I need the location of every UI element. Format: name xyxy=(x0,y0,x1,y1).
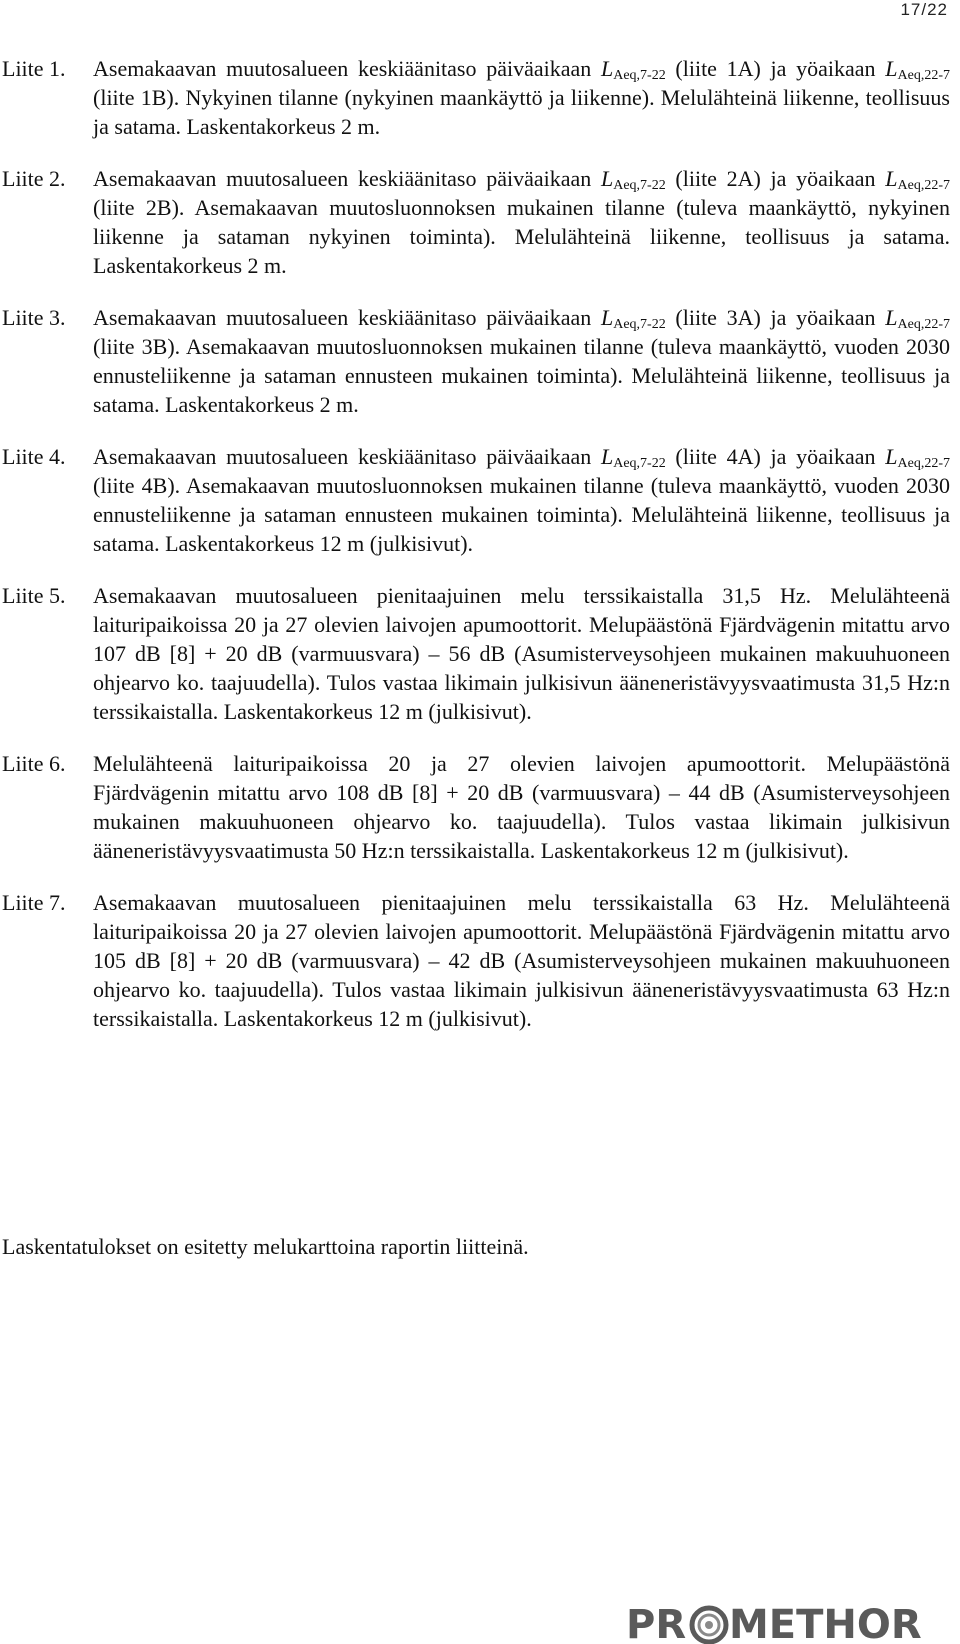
appendix-text: Asemakaavan muutosalueen keskiäänitaso päiväaikaan $L_{Aeq,7-22}$ (liite 3A) ja yöaikaan $L_{Aeq,22-7}$ (liite 3B). Asemakaavan muutosluonnoksen mukainen tilanne (tuleva maankäyttö, vuoden 2030 ennusteliikenne ja sataman ennusteen mukainen toiminta). Melulähteinä liikenne, teollisuus ja satama. Laskentakorkeus 2 m. xyxy=(93,305,950,417)
appendix-2 xyxy=(0,164,960,280)
appendix-3 xyxy=(0,303,960,419)
logo-text-after: METHOR xyxy=(729,1602,922,1644)
page-number: 17/22 xyxy=(900,0,948,19)
appendix-text: Asemakaavan muutosalueen pienitaajuinen melu terssikaistalla 63 Hz. Melulähteenä laituripaikoissa 20 ja 27 olevien laivojen apumoottorit. Melupäästönä Fjärdvägenin mitattu arvo 105 dB [8] + 20 dB (varmuusvara) – 42 dB (Asumisterveysohjeen mukainen makuuhuoneen ohjearvo ko. taajuudella). Tulos vastaa likimain julkisivun ääneneristävyysvaatimusta 63 Hz:n terssikaistalla. Laskentakorkeus 12 m (julkisivut). xyxy=(93,890,950,1031)
appendix-label: Liite 5. xyxy=(2,583,66,608)
appendix-label: Liite 4. xyxy=(2,444,66,469)
closing-text: Laskentatulokset on esitetty melukarttoina raportin liitteinä. xyxy=(2,1234,529,1259)
appendix-5 xyxy=(0,581,960,726)
appendix-text: Asemakaavan muutosalueen keskiäänitaso päiväaikaan $L_{Aeq,7-22}$ (liite 2A) ja yöaikaan $L_{Aeq,22-7}$ (liite 2B). Asemakaavan muutosluonnoksen mukainen tilanne (tuleva maankäyttö, nykyinen liikenne ja sataman nykyinen toiminta). Melulähteinä liikenne, teollisuus ja satama. Laskentakorkeus 2 m. xyxy=(93,166,950,278)
appendix-label: Liite 2. xyxy=(2,166,66,191)
promethor-logo-mark xyxy=(626,1600,956,1644)
appendix-text: Melulähteenä laituripaikoissa 20 ja 27 olevien laivojen apumoottorit. Melupäästönä Fjärdvägenin mitattu arvo 108 dB [8] + 20 dB (varmuusvara) – 44 dB (Asumisterveysohjeen mukainen makuuhuoneen ohjearvo ko. taajuudella). Tulos vastaa likimain julkisivun ääneneristävyysvaatimusta 50 Hz:n terssikaistalla. Laskentakorkeus 12 m (julkisivut). xyxy=(93,751,950,863)
logo-signal-icon xyxy=(692,1608,726,1642)
appendix-text: Asemakaavan muutosalueen pienitaajuinen melu terssikaistalla 31,5 Hz. Melulähteenä laituripaikoissa 20 ja 27 olevien laivojen apumoottorit. Melupäästönä Fjärdvägenin mitattu arvo 107 dB [8] + 20 dB (varmuusvara) – 56 dB (Asumisterveysohjeen mukainen makuuhuoneen ohjearvo ko. taajuudella). Tulos vastaa likimain julkisivun ääneneristävyysvaatimusta 31,5 Hz:n terssikaistalla. Laskentakorkeus 12 m (julkisivut). xyxy=(93,583,950,724)
appendix-text: Asemakaavan muutosalueen keskiäänitaso päiväaikaan $L_{Aeq,7-22}$ (liite 4A) ja yöaikaan $L_{Aeq,22-7}$ (liite 4B). Asemakaavan muutosluonnoksen mukainen tilanne (tuleva maankäyttö, vuoden 2030 ennusteliikenne ja sataman ennusteen mukainen toiminta). Melulähteinä liikenne, teollisuus ja satama. Laskentakorkeus 12 m (julkisivut). xyxy=(93,444,950,556)
appendix-6 xyxy=(0,749,960,865)
appendix-1 xyxy=(0,54,960,141)
logo-text-before: PR xyxy=(626,1602,687,1644)
company-logo xyxy=(626,1600,956,1644)
appendix-label: Liite 7. xyxy=(2,890,66,915)
appendix-label: Liite 1. xyxy=(2,56,66,81)
appendix-text: Asemakaavan muutosalueen keskiäänitaso päiväaikaan $L_{Aeq,7-22}$ (liite 1A) ja yöaikaan $L_{Aeq,22-7}$ (liite 1B). Nykyinen tilanne (nykyinen maankäyttö ja liikenne). Melulähteinä liikenne, teollisuus ja satama. Laskentakorkeus 2 m. xyxy=(93,56,950,139)
appendix-list xyxy=(0,54,960,1056)
appendix-4 xyxy=(0,442,960,558)
appendix-label: Liite 6. xyxy=(2,751,66,776)
appendix-label: Liite 3. xyxy=(2,305,66,330)
appendix-7 xyxy=(0,888,960,1033)
